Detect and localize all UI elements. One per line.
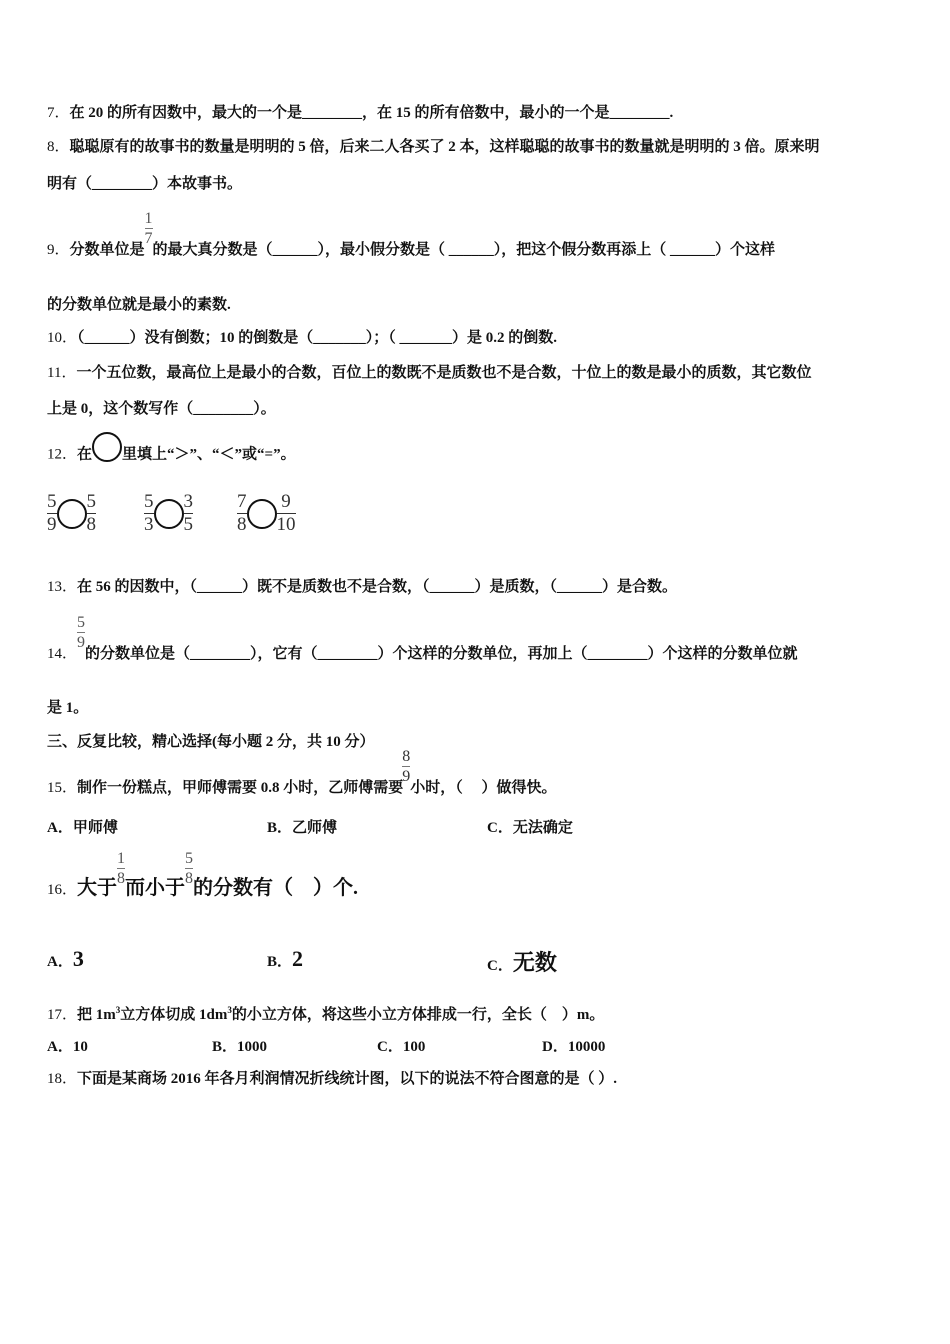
- question-number: 10．: [47, 330, 78, 346]
- question-text: 上是 0，这个数写作（________）。: [47, 401, 276, 417]
- option-b[interactable]: B．1000: [212, 1039, 268, 1055]
- option-c[interactable]: C．100: [377, 1039, 426, 1055]
- question-text: （______）没有倒数；10 的倒数是（_______）；（ _______）是 0.2 的倒数.: [77, 330, 558, 346]
- question-8-line2: [47, 174, 242, 194]
- option-c[interactable]: C．无法确定: [487, 820, 573, 836]
- numerator: 5: [47, 491, 57, 512]
- numerator: 1: [117, 850, 126, 867]
- question-number: 15．: [47, 779, 78, 796]
- question-text: 的分数有（ ）个.: [193, 876, 359, 899]
- question-text: 大于: [77, 876, 118, 899]
- circle-icon: [92, 432, 122, 462]
- compare-circle[interactable]: [247, 499, 277, 529]
- question-text: 里填上“＞”、“＜”或“=”。: [122, 446, 296, 463]
- option-label: C．: [487, 958, 513, 974]
- option-value: 2: [292, 946, 304, 971]
- fraction: [237, 492, 247, 535]
- option-a[interactable]: A．10: [47, 1039, 88, 1055]
- comparison-2: [144, 492, 193, 535]
- denominator: 10: [276, 514, 296, 535]
- question-13: [47, 577, 677, 597]
- option-b[interactable]: B．乙师傅: [267, 820, 338, 836]
- denominator: 3: [144, 514, 154, 535]
- question-text: 而小于: [125, 876, 186, 899]
- question-number: 17．: [47, 1007, 78, 1023]
- question-16: [47, 850, 359, 909]
- question-text: 的最大真分数是（______），最小假分数是（ ______），把这个假分数再添上（ ______）个这样: [152, 241, 776, 258]
- comparison-3: [237, 492, 296, 535]
- section-heading: [47, 732, 375, 752]
- question-text: 明有（________）本故事书。: [47, 176, 243, 192]
- fraction: [77, 614, 85, 651]
- question-9: [47, 210, 776, 269]
- option-value: 3: [72, 946, 84, 971]
- denominator: 9: [77, 634, 86, 651]
- option-value: 无数: [512, 950, 557, 975]
- question-number: 14．: [47, 645, 78, 662]
- numerator: 9: [281, 491, 291, 512]
- question-text: 在 56 的因数中，（______）既不是质数也不是合数，（______）是质数，（______）是合数。: [77, 579, 678, 595]
- option-a[interactable]: A．甲师傅: [47, 820, 118, 836]
- compare-circle[interactable]: [57, 499, 87, 529]
- question-7: [47, 103, 673, 123]
- question-text: 的小立方体，将这些小立方体排成一行，全长（ ）m。: [231, 1007, 605, 1023]
- question-14: [47, 614, 798, 673]
- question-text: 是 1。: [47, 700, 89, 716]
- option-b[interactable]: [267, 946, 303, 972]
- option-a[interactable]: [47, 946, 84, 972]
- fraction: [184, 492, 194, 535]
- denominator: 8: [237, 514, 247, 535]
- denominator: 8: [86, 514, 96, 535]
- question-text: 的分数单位是（________），它有（________）个这样的分数单位，再加上（________）个这样的分数单位就: [85, 645, 798, 662]
- question-text: 下面是某商场 2016 年各月利润情况折线统计图，以下的说法不符合图意的是（ ）.: [77, 1071, 618, 1087]
- question-14-line2: [47, 698, 88, 718]
- numerator: 5: [144, 491, 154, 512]
- question-text: 把 1m: [77, 1007, 116, 1023]
- question-11-line2: [47, 399, 276, 419]
- question-number: 9．: [47, 241, 70, 258]
- option-d[interactable]: D．10000: [542, 1039, 606, 1055]
- numerator: 8: [402, 748, 411, 765]
- numerator: 5: [86, 491, 96, 512]
- superscript: 3: [227, 1005, 232, 1015]
- option-label: B．: [267, 954, 293, 970]
- question-text: 小时，（ ）做得快。: [410, 779, 557, 796]
- question-text: 的分数单位就是最小的素数.: [47, 297, 231, 313]
- question-9-line2: [47, 295, 231, 315]
- question-text: 在 20 的所有因数中，最大的一个是________，在 15 的所有倍数中，最小的一个是________.: [69, 105, 674, 121]
- question-number: 13．: [47, 579, 78, 595]
- fraction: [402, 748, 410, 785]
- comparison-1: [47, 492, 96, 535]
- fraction: [145, 210, 153, 247]
- question-15: [47, 748, 557, 807]
- question-8: [47, 137, 820, 157]
- question-11: [47, 363, 811, 383]
- compare-circle[interactable]: [154, 499, 184, 529]
- denominator: 5: [183, 514, 193, 535]
- question-text: 立方体切成 1dm: [120, 1007, 228, 1023]
- option-label: A．: [47, 954, 73, 970]
- question-text: 制作一份糕点，甲师傅需要 0.8 小时，乙师傅需要: [77, 779, 404, 796]
- question-text: 分数单位是: [69, 241, 145, 258]
- question-text: 在: [77, 446, 93, 463]
- denominator: 9: [47, 514, 57, 535]
- option-c[interactable]: [487, 946, 557, 977]
- denominator: 8: [185, 870, 194, 887]
- question-number: 12．: [47, 446, 78, 463]
- fraction: [185, 850, 193, 887]
- fraction: [117, 850, 125, 887]
- question-text: 聪聪原有的故事书的数量是明明的 5 倍，后来二人各买了 2 本，这样聪聪的故事书的数量就是明明的 3 倍。原来明: [69, 139, 820, 155]
- question-18: [47, 1069, 617, 1089]
- numerator: 1: [144, 210, 153, 227]
- denominator: 9: [402, 768, 411, 785]
- question-17: [47, 1000, 604, 1025]
- fraction: [47, 492, 57, 535]
- question-12: [47, 440, 296, 470]
- numerator: 3: [183, 491, 193, 512]
- numerator: 5: [77, 614, 86, 631]
- question-number: 7．: [47, 105, 70, 121]
- question-text: 一个五位数，最高位上是最小的合数，百位上的数既不是质数也不是合数，十位上的数是最小的质数，其它数位: [76, 365, 812, 381]
- section-title: 三、反复比较，精心选择(每小题 2 分，共 10 分）: [47, 734, 375, 750]
- fraction: [87, 492, 97, 535]
- denominator: 7: [144, 230, 153, 247]
- question-number: 11．: [47, 365, 77, 381]
- question-10: [47, 328, 557, 348]
- numerator: 7: [237, 491, 247, 512]
- numerator: 5: [185, 850, 194, 867]
- fraction: [277, 492, 296, 535]
- fraction: [144, 492, 154, 535]
- question-number: 8．: [47, 139, 70, 155]
- question-number: 18．: [47, 1071, 78, 1087]
- superscript: 3: [115, 1005, 121, 1015]
- question-number: 16．: [47, 881, 78, 898]
- denominator: 8: [117, 870, 126, 887]
